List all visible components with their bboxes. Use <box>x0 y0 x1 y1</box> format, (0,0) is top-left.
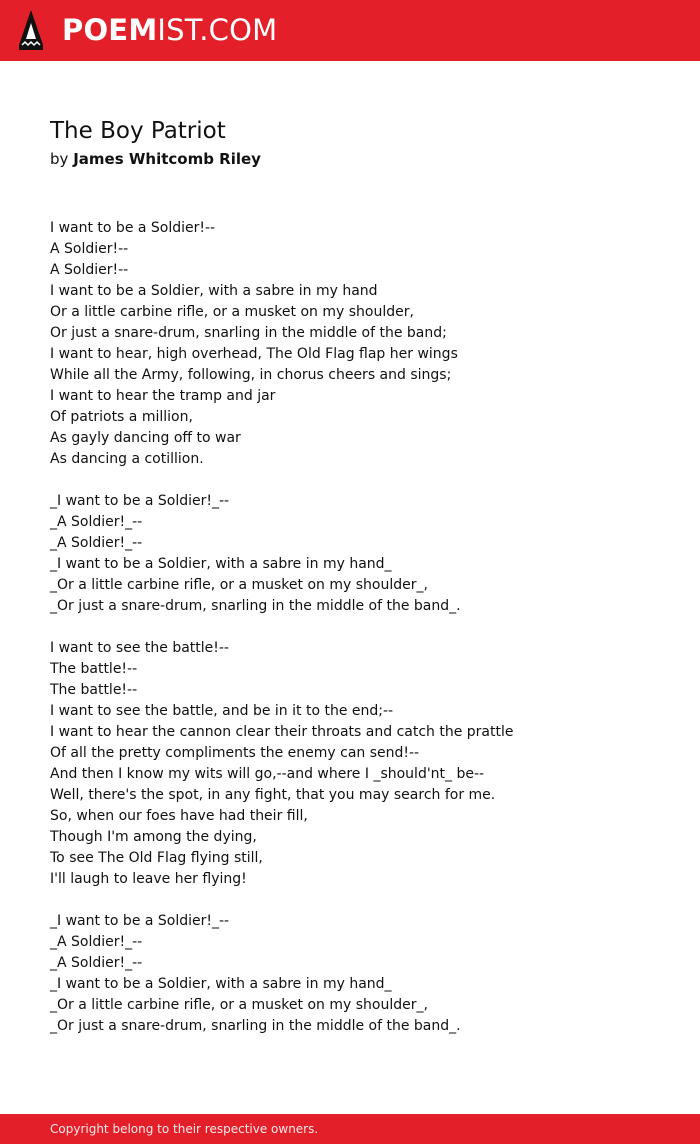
poem-line: As dancing a cotillion. <box>50 451 204 467</box>
poem-line: A Soldier!-- <box>50 262 129 278</box>
poem-line: I want to see the battle!-- <box>50 640 229 656</box>
poem-line: I want to hear the tramp and jar <box>50 388 276 404</box>
logo-bold-text: POEM <box>62 13 158 47</box>
poem-line: _I want to be a Soldier, with a sabre in my hand_ <box>50 976 392 992</box>
poem-line: So, when our foes have had their fill, <box>50 808 308 824</box>
stanza-gap <box>50 617 670 638</box>
poem-line: And then I know my wits will go,--and where I _should'nt_ be-- <box>50 766 485 782</box>
author-name[interactable]: James Whitcomb Riley <box>73 150 261 168</box>
poem-line: Or a little carbine rifle, or a musket on my shoulder, <box>50 304 414 320</box>
poem-line: Or just a snare-drum, snarling in the middle of the band; <box>50 325 447 341</box>
poem-body <box>50 218 670 1037</box>
copyright-text: Copyright belong to their respective owners. <box>50 1122 319 1136</box>
stanza <box>50 911 670 1037</box>
poem-line: _Or a little carbine rifle, or a musket on my shoulder_, <box>50 997 428 1013</box>
stanza-gap <box>50 890 670 911</box>
poem-line: The battle!-- <box>50 661 138 677</box>
poem-line: _I want to be a Soldier!_-- <box>50 913 230 929</box>
poem-line: _A Soldier!_-- <box>50 514 143 530</box>
poem-line: _I want to be a Soldier!_-- <box>50 493 230 509</box>
poem-line: I want to be a Soldier!-- <box>50 220 216 236</box>
poem-line: To see The Old Flag flying still, <box>50 850 263 866</box>
poem-line: I want to hear the cannon clear their throats and catch the prattle <box>50 724 514 740</box>
poem-line: _A Soldier!_-- <box>50 535 143 551</box>
poem-line: I want to see the battle, and be in it to the end;-- <box>50 703 394 719</box>
poem-line: _Or a little carbine rifle, or a musket on my shoulder_, <box>50 577 428 593</box>
stanza <box>50 218 670 470</box>
poem-line: _Or just a snare-drum, snarling in the middle of the band_. <box>50 1018 461 1034</box>
by-label: by <box>50 150 69 168</box>
poem-line: As gayly dancing off to war <box>50 430 241 446</box>
poem-line: I want to hear, high overhead, The Old Flag flap her wings <box>50 346 458 362</box>
site-header <box>0 0 700 61</box>
stanza <box>50 638 670 890</box>
poem-line: The battle!-- <box>50 682 138 698</box>
logo-light-text: IST.COM <box>157 13 278 47</box>
poem-line: Of all the pretty compliments the enemy can send!-- <box>50 745 420 761</box>
poem-line: Though I'm among the dying, <box>50 829 257 845</box>
poem-line: _Or just a snare-drum, snarling in the middle of the band_. <box>50 598 461 614</box>
pen-nib-icon[interactable] <box>18 9 44 51</box>
site-footer <box>0 1114 700 1144</box>
poem-line: Well, there's the spot, in any fight, that you may search for me. <box>50 787 496 803</box>
poem-line: _A Soldier!_-- <box>50 955 143 971</box>
byline <box>50 148 261 170</box>
poem-line: Of patriots a million, <box>50 409 193 425</box>
poem-title: The Boy Patriot <box>50 118 226 144</box>
poem-line: While all the Army, following, in chorus cheers and sings; <box>50 367 452 383</box>
stanza <box>50 491 670 617</box>
poem-line: I'll laugh to leave her flying! <box>50 871 247 887</box>
site-logo[interactable] <box>62 10 277 50</box>
poem-line: _I want to be a Soldier, with a sabre in my hand_ <box>50 556 392 572</box>
stanza-gap <box>50 470 670 491</box>
poem-line: A Soldier!-- <box>50 241 129 257</box>
poem-line: I want to be a Soldier, with a sabre in my hand <box>50 283 378 299</box>
poem-line: _A Soldier!_-- <box>50 934 143 950</box>
